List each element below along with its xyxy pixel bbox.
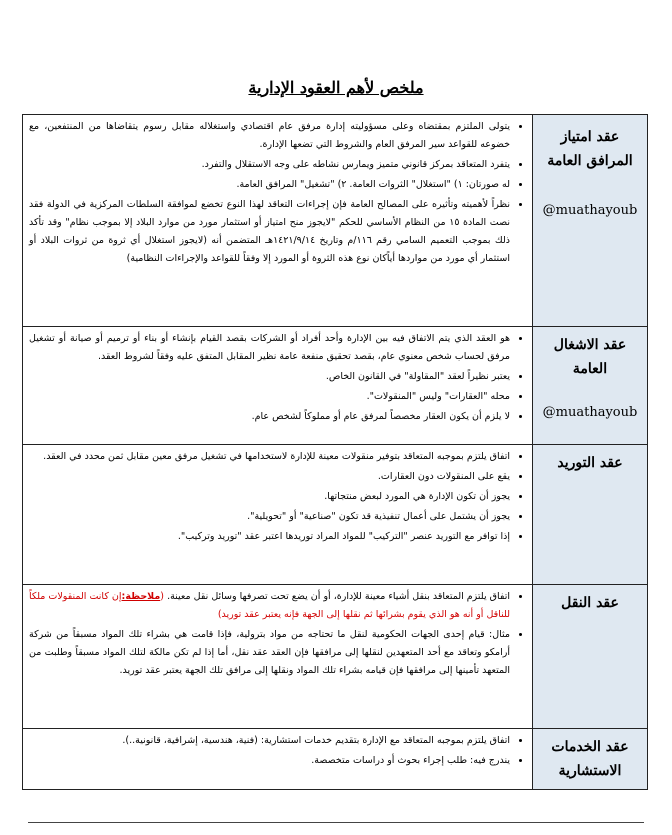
note-wrapper: (ملاحظة:إن كانت المنقولات ملكاً للناقل أو أنه هو الذي يقوم بشرائها ثم نقلها إلى الجهة فإنه يعتبر عقد توريد) xyxy=(29,591,510,620)
contract-description-cell xyxy=(23,729,533,790)
contract-name: عقد امتياز المرافق العامة xyxy=(547,129,633,169)
author-handle: @muathayoub xyxy=(542,203,638,218)
item-text: اتفاق يلتزم المتعاقد بنقل أشياء معينة للإدارة، أو أن يضع تحت تصرفها وسائل نقل معينة. xyxy=(167,591,510,602)
bullet-list xyxy=(29,448,524,546)
contract-name: عقد الاشغال العامة xyxy=(553,337,627,377)
author-handle: @muathayoub xyxy=(542,405,638,420)
list-item: • يقع على المنقولات دون العقارات. xyxy=(29,468,510,486)
list-item: • يجوز أن تكون الإدارة هي المورد لبعض منتجاتها. xyxy=(29,488,510,506)
list-item xyxy=(29,588,510,624)
list-item: • يتولى الملتزم بمقتضاه وعلى مسؤوليته إدارة مرفق عام اقتصادي واستغلاله مقابل رسوم يتقاضاها من المنتفعين، مع خضوعه للقواعد سير المرفق العام والشروط التي تضعها الإدارة. xyxy=(29,118,510,154)
contract-name-cell xyxy=(533,729,648,790)
contract-name-cell xyxy=(533,585,648,729)
contract-name-cell xyxy=(533,445,648,585)
contract-row-transport xyxy=(23,585,648,729)
list-item: • محله "العقارات" وليس "المنقولات". xyxy=(29,388,510,406)
bullet-list xyxy=(29,732,524,770)
contract-name-cell xyxy=(533,327,648,445)
contract-row-supply xyxy=(23,445,648,585)
note-label: ملاحظة: xyxy=(121,591,161,602)
page-title: ملخص لأهم العقود الإدارية xyxy=(248,78,424,97)
list-item: • مثال: قيام إحدى الجهات الحكومية لنقل ما تحتاجه من مواد بترولية، فإذا قامت هي بشراء تلك المواد مسبقاً من شركة أرامكو وتعاقد مع أحد المتعهدين لنقلها إلى مرافقها فإن العقد عقد نقل، أما إذا لم تكن مالكة لتلك المواد مسبقاً وطلبت من المتعهد تأمينها إلى مرافقها فإن قيامه بشراء تلك المواد ونقلها إلى مرافق تلك الجهة يعتبر عقد توريد. xyxy=(29,626,510,680)
contract-description-cell xyxy=(23,585,533,729)
list-item: • يندرج فيه: طلب إجراء بحوث أو دراسات متخصصة. xyxy=(29,752,510,770)
contract-row-consulting xyxy=(23,729,648,790)
contract-name: عقد التوريد xyxy=(557,455,623,471)
note-text: إن كانت المنقولات ملكاً للناقل أو أنه هو الذي يقوم بشرائها ثم نقلها إلى الجهة فإنه يعتبر عقد توريد) xyxy=(29,591,510,620)
bullet-list xyxy=(29,330,524,426)
list-item: • اتفاق يلتزم بموجبه المتعاقد مع الإدارة بتقديم خدمات استشارية: (فنية، هندسية، إشرافية، قانونية..). xyxy=(29,732,510,750)
list-item: • إذا توافر مع التوريد عنصر "التركيب" للمواد المراد توريدها اعتبر عقد "توريد وتركيب". xyxy=(29,528,510,546)
contract-description-cell xyxy=(23,327,533,445)
contract-name-cell xyxy=(533,115,648,327)
list-item: • اتفاق يلتزم بموجبه المتعاقد بتوفير منقولات معينة للإدارة لاستخدامها في تشغيل مرفق معين مقابل ثمن محدد في العقد. xyxy=(29,448,510,466)
list-item: • نظراً لأهميته وتأثيره على المصالح العامة فإن إجراءات التعاقد لهذا النوع تخضع لموافقة السلطات المركزية في الدولة فقد نصت المادة ١٥ من النظام الأساسي للحكم "لايجوز منح امتياز أو استثمار مورد من موارد البلاد إلا بموجب نظام" وقد تأكد ذلك بموجب التعميم السامي رقم ١١٦/م وتاريخ ١٤٢١/٩/١٤هـ المتضمن أنه (لايجوز استغلال أي ثروة من ثروات البلاد أو استثمار أي مورد من مواردها أياًكان نوع هذه الثروة أو المورد إلا وفقاً للقواعد والإجراءات النظامية) xyxy=(29,196,510,268)
contract-name: عقد النقل xyxy=(561,595,619,611)
contract-description-cell xyxy=(23,115,533,327)
footer-divider xyxy=(28,822,644,823)
contract-name: عقد الخدمات الاستشارية xyxy=(551,739,629,779)
list-item: • له صورتان: ١) "استغلال" الثروات العامة. ٢) "تشغيل" المرافق العامة. xyxy=(29,176,510,194)
list-item: • لا يلزم أن يكون العقار مخصصاً لمرفق عام أو مملوكاً لشخص عام. xyxy=(29,408,510,426)
list-item: • يعتبر نظيراً لعقد "المقاولة" في القانون الخاص. xyxy=(29,368,510,386)
list-item: • يجوز أن يشتمل على أعمال تنفيذية قد تكون "صناعية" أو "تحويلية". xyxy=(29,508,510,526)
contract-description-cell xyxy=(23,445,533,585)
list-item: • يتفرد المتعاقد بمركز قانوني متميز ويمارس نشاطه على وجه الاستقلال والتفرد. xyxy=(29,156,510,174)
contract-row-public-works xyxy=(23,327,648,445)
contracts-table xyxy=(22,114,648,790)
contract-row-concession xyxy=(23,115,648,327)
bullet-list xyxy=(29,118,524,268)
bullet-list xyxy=(29,588,524,680)
list-item: • هو العقد الذي يتم الاتفاق فيه بين الإدارة وأحد أفراد أو الشركات بقصد القيام بإنشاء أو بناء أو ترميم أو صيانة أو تشغيل مرفق لحساب شخص معنوي عام، بقصد تحقيق منفعة عامة نظير المقابل المتفق عليه وفقاً لشروط العقد. xyxy=(29,330,510,366)
